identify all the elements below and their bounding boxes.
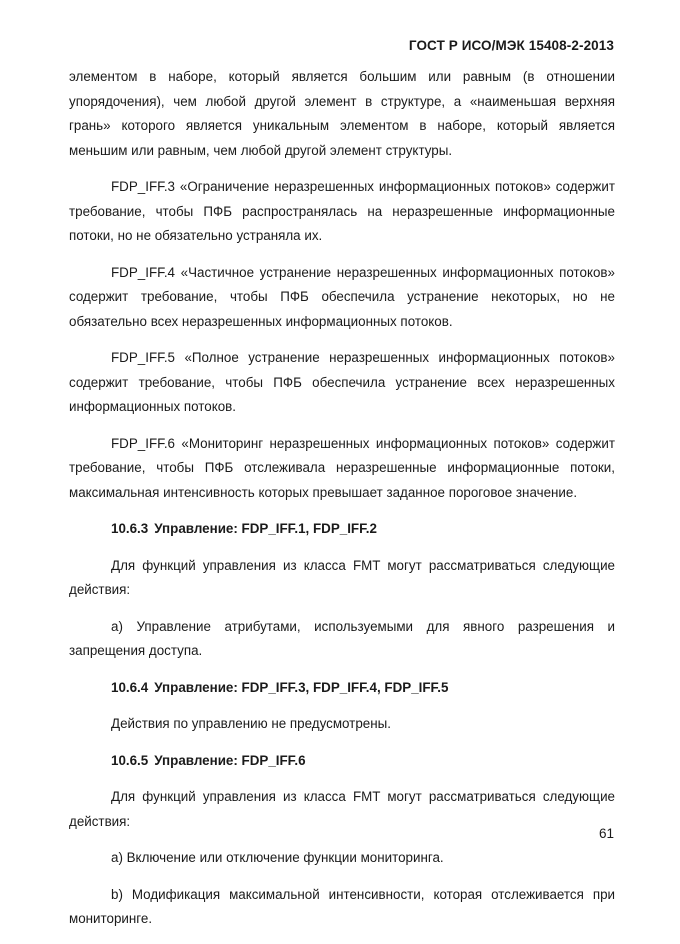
section-title: Управление: FDP_IFF.6 <box>154 752 306 768</box>
section-intro: Для функций управления из класса FMT могут рассматриваться следующие действия: <box>69 789 615 829</box>
document-header: ГОСТ Р ИСО/МЭК 15408-2-2013 <box>408 38 614 53</box>
paragraph-fdp-iff4: FDP_IFF.4 «Частичное устранение неразрешенных информационных потоков» содержит требование, чтобы ПФБ обеспечила устранение некоторых, но не обязательно всех неразрешенных информационных потоков. <box>69 264 615 329</box>
list-item-a: а) Включение или отключение функции мониторинга. <box>111 850 444 865</box>
section-text: Действия по управлению не предусмотрены. <box>111 716 391 731</box>
section-intro: Для функций управления из класса FMT могут рассматриваться следующие действия: <box>69 557 615 597</box>
list-item-a: а) Управление атрибутами, используемыми для явного разрешения и запрещения доступа. <box>69 618 615 658</box>
section-number: 10.6.4 <box>111 679 149 695</box>
section-number: 10.6.5 <box>111 752 149 768</box>
document-body <box>69 65 615 944</box>
section-title: Управление: FDP_IFF.1, FDP_IFF.2 <box>154 521 377 536</box>
section-title: Управление: FDP_IFF.3, FDP_IFF.4, FDP_IFF.5 <box>154 679 449 695</box>
section-heading-10-6-5 <box>69 749 615 774</box>
section-number: 10.6.3 <box>111 521 149 536</box>
section-heading-10-6-4 <box>69 676 615 701</box>
paragraph-fdp-iff5: FDP_IFF.5 «Полное устранение неразрешенных информационных потоков» содержит требование, чтобы ПФБ обеспечила устранение всех неразрешенных информационных потоков. <box>69 350 615 414</box>
paragraph-fdp-iff3: FDP_IFF.3 «Ограничение неразрешенных информационных потоков» содержит требование, чтобы ПФБ распространялась на неразрешенные информационные потоки, но не обязательно устраняла их. <box>69 179 615 243</box>
paragraph-fdp-iff6: FDP_IFF.6 «Мониторинг неразрешенных информационных потоков» содержит требование, чтобы ПФБ отслеживала неразрешенные информационные потоки, максимальная интенсивность которых превышает заданное пороговое значение. <box>69 435 615 500</box>
list-item-b: b) Модификация максимальной интенсивности, которая отслеживается при мониторинге. <box>69 886 615 926</box>
page-number: 61 <box>598 826 614 841</box>
paragraph-continuation: элементом в наборе, который является большим или равным (в отношении упорядочения), чем любой другой элемент в структуре, а «наименьшая верхняя грань» которого является уникальным элементом в наборе, который является меньшим или равным, чем любой другой элемент структуры. <box>69 69 615 158</box>
section-heading-10-6-3 <box>69 517 615 542</box>
